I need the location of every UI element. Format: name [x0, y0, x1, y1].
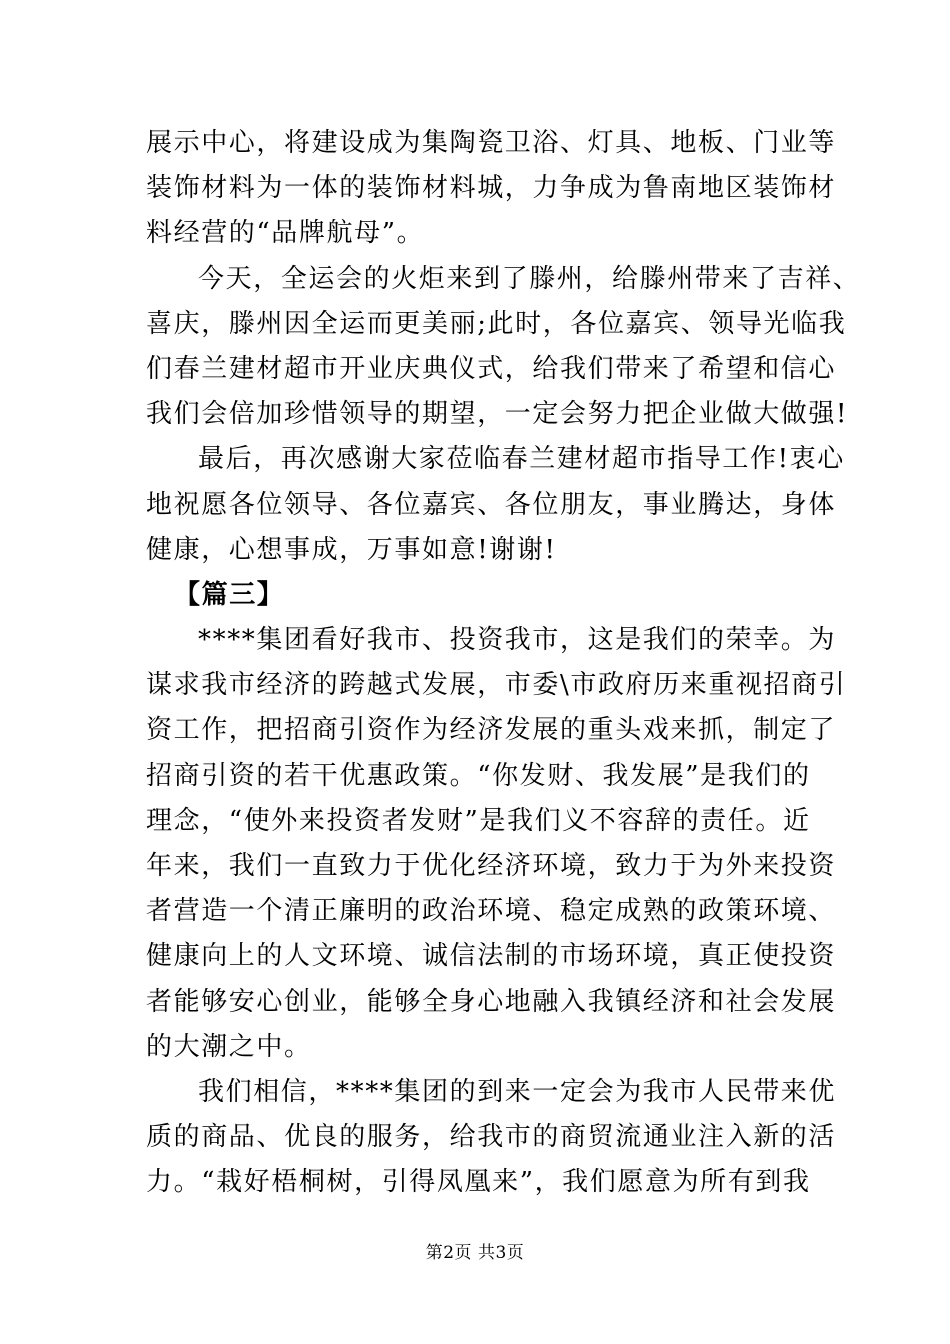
text-line: ****集团看好我市、投资我市，这是我们的荣幸。为: [198, 625, 837, 656]
text-line: 谋求我市经济的跨越式发展，市委\市政府历来重视招商引: [146, 670, 847, 701]
text-line: 年来，我们一直致力于优化经济环境，致力于为外来投资: [146, 851, 837, 881]
text-line: 力。“栽好梧桐树，引得凤凰来”，我们愿意为所有到我: [146, 1167, 811, 1198]
text-line: 者营造一个清正廉明的政治环境、稳定成熟的政策环境、: [146, 896, 837, 927]
text-line: 料经营的“品牌航母”。: [146, 218, 425, 249]
text-line: 理念，“使外来投资者发财”是我们义不容辞的责任。近: [146, 805, 811, 836]
text-line: 最后，再次感谢大家莅临春兰建材超市指导工作!衷心: [198, 444, 845, 475]
text-line: 我们会倍加珍惜领导的期望，一定会努力把企业做大做强!: [146, 399, 849, 430]
text-line: 招商引资的若干优惠政策。“你发财、我发展”是我们的: [146, 760, 811, 791]
page-footer: 第2页 共3页: [425, 1243, 525, 1263]
text-line: 我们相信，****集团的到来一定会为我市人民带来优: [198, 1076, 837, 1107]
text-line: 装饰材料为一体的装饰材料城，力争成为鲁南地区装饰材: [146, 173, 837, 204]
document-body: [146, 121, 861, 1206]
text-line: 健康，心想事成，万事如意!谢谢!: [146, 534, 557, 565]
text-line: 健康向上的人文环境、诚信法制的市场环境，真正使投资: [146, 941, 837, 972]
text-line: 资工作，把招商引资作为经济发展的重头戏来抓，制定了: [146, 715, 837, 746]
text-line: 者能够安心创业，能够全身心地融入我镇经济和社会发展: [146, 986, 837, 1017]
text-line: 喜庆，滕州因全运而更美丽;此时，各位嘉宾、领导光临我: [146, 308, 847, 339]
text-line: 今天，全运会的火炬来到了滕州，给滕州带来了吉祥、: [198, 263, 861, 294]
text-line: 地祝愿各位领导、各位嘉宾、各位朋友，事业腾达，身体: [146, 489, 837, 520]
text-line: 的大潮之中。: [146, 1031, 312, 1062]
text-line: 们春兰建材超市开业庆典仪式，给我们带来了希望和信心: [146, 353, 837, 384]
text-line: 质的商品、优良的服务，给我市的商贸流通业注入新的活: [146, 1122, 837, 1153]
text-line: 展示中心，将建设成为集陶瓷卫浴、灯具、地板、门业等: [146, 128, 837, 158]
section-heading: 【篇三】: [174, 579, 285, 610]
